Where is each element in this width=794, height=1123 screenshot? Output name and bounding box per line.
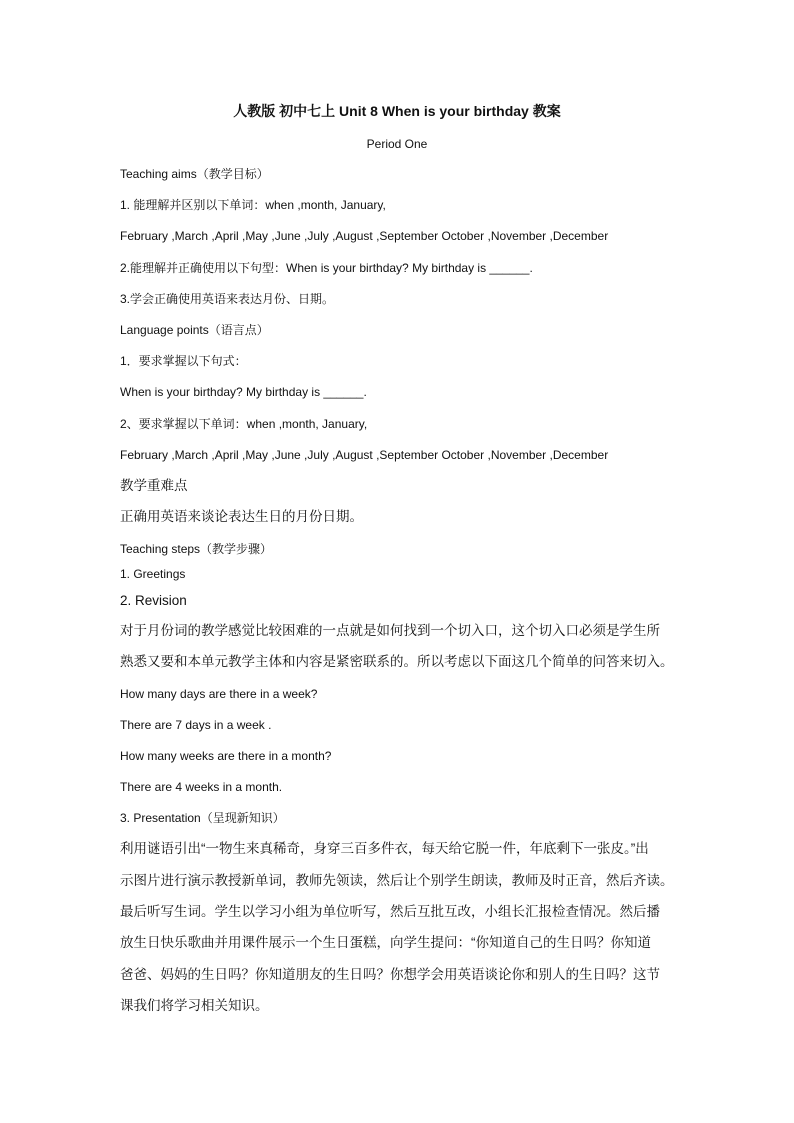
question-1: How many days are there in a week?	[120, 687, 318, 701]
aim-2: 2.能理解并正确使用以下句型：When is your birthday? My birthday is ______.	[120, 261, 533, 275]
key-points-text: 正确用英语来谈论表达生日的月份日期。	[120, 509, 363, 524]
language-point-2: 2、要求掌握以下单词：when ,month, January,	[120, 417, 368, 431]
revision-paragraph-line-2: 熟悉又要和本单元教学主体和内容是紧密联系的。所以考虑以下面这几个简单的问答来切入。	[120, 654, 674, 669]
presentation-line-2: 示图片进行演示教授新单词，教师先领读，然后让个别学生朗读，教师及时正音，然后齐读。	[120, 873, 674, 888]
teaching-steps-heading: Teaching steps（教学步骤）	[120, 542, 273, 556]
aim-1: 1. 能理解并区别以下单词：when ,month, January,	[120, 198, 386, 212]
key-points-heading: 教学重难点	[120, 478, 188, 493]
language-point-1: 1．要求掌握以下句式：	[120, 354, 247, 368]
language-point-1-sentence: When is your birthday? My birthday is ______.	[120, 385, 367, 399]
step-greetings: 1. Greetings	[120, 567, 186, 581]
answer-2: There are 4 weeks in a month.	[120, 780, 283, 794]
step-presentation: 3. Presentation（呈现新知识）	[120, 811, 285, 825]
aim-1-months: February ,March ,April ,May ,June ,July ,August ,September October ,November ,December	[120, 229, 609, 243]
step-revision: 2. Revision	[120, 593, 187, 608]
period-subtitle: Period One	[366, 137, 428, 151]
presentation-line-1: 利用谜语引出“一物生来真稀奇，身穿三百多件衣，每天给它脱一件，年底剩下一张皮。”出	[120, 841, 649, 856]
presentation-line-5: 爸爸、妈妈的生日吗？你知道朋友的生日吗？你想学会用英语谈论你和别人的生日吗？这节	[120, 967, 660, 982]
document-title: 人教版 初中七上 Unit 8 When is your birthday 教案	[233, 103, 561, 119]
presentation-line-3: 最后听写生词。学生以学习小组为单位听写，然后互批互改，小组长汇报检查情况。然后播	[120, 904, 660, 919]
revision-paragraph-line-1: 对于月份词的教学感觉比较困难的一点就是如何找到一个切入口，这个切入口必须是学生所	[120, 623, 660, 638]
language-point-2-months: February ,March ,April ,May ,June ,July ,August ,September October ,November ,December	[120, 448, 609, 462]
teaching-aims-heading: Teaching aims（教学目标）	[120, 167, 269, 181]
language-points-heading: Language points（语言点）	[120, 323, 269, 337]
aim-3: 3.学会正确使用英语来表达月份、日期。	[120, 292, 335, 306]
question-2: How many weeks are there in a month?	[120, 749, 332, 763]
presentation-line-4: 放生日快乐歌曲并用课件展示一个生日蛋糕，向学生提问：“你知道自己的生日吗？你知道	[120, 935, 651, 950]
presentation-line-6: 课我们将学习相关知识。	[120, 998, 269, 1013]
answer-1: There are 7 days in a week .	[120, 718, 272, 732]
